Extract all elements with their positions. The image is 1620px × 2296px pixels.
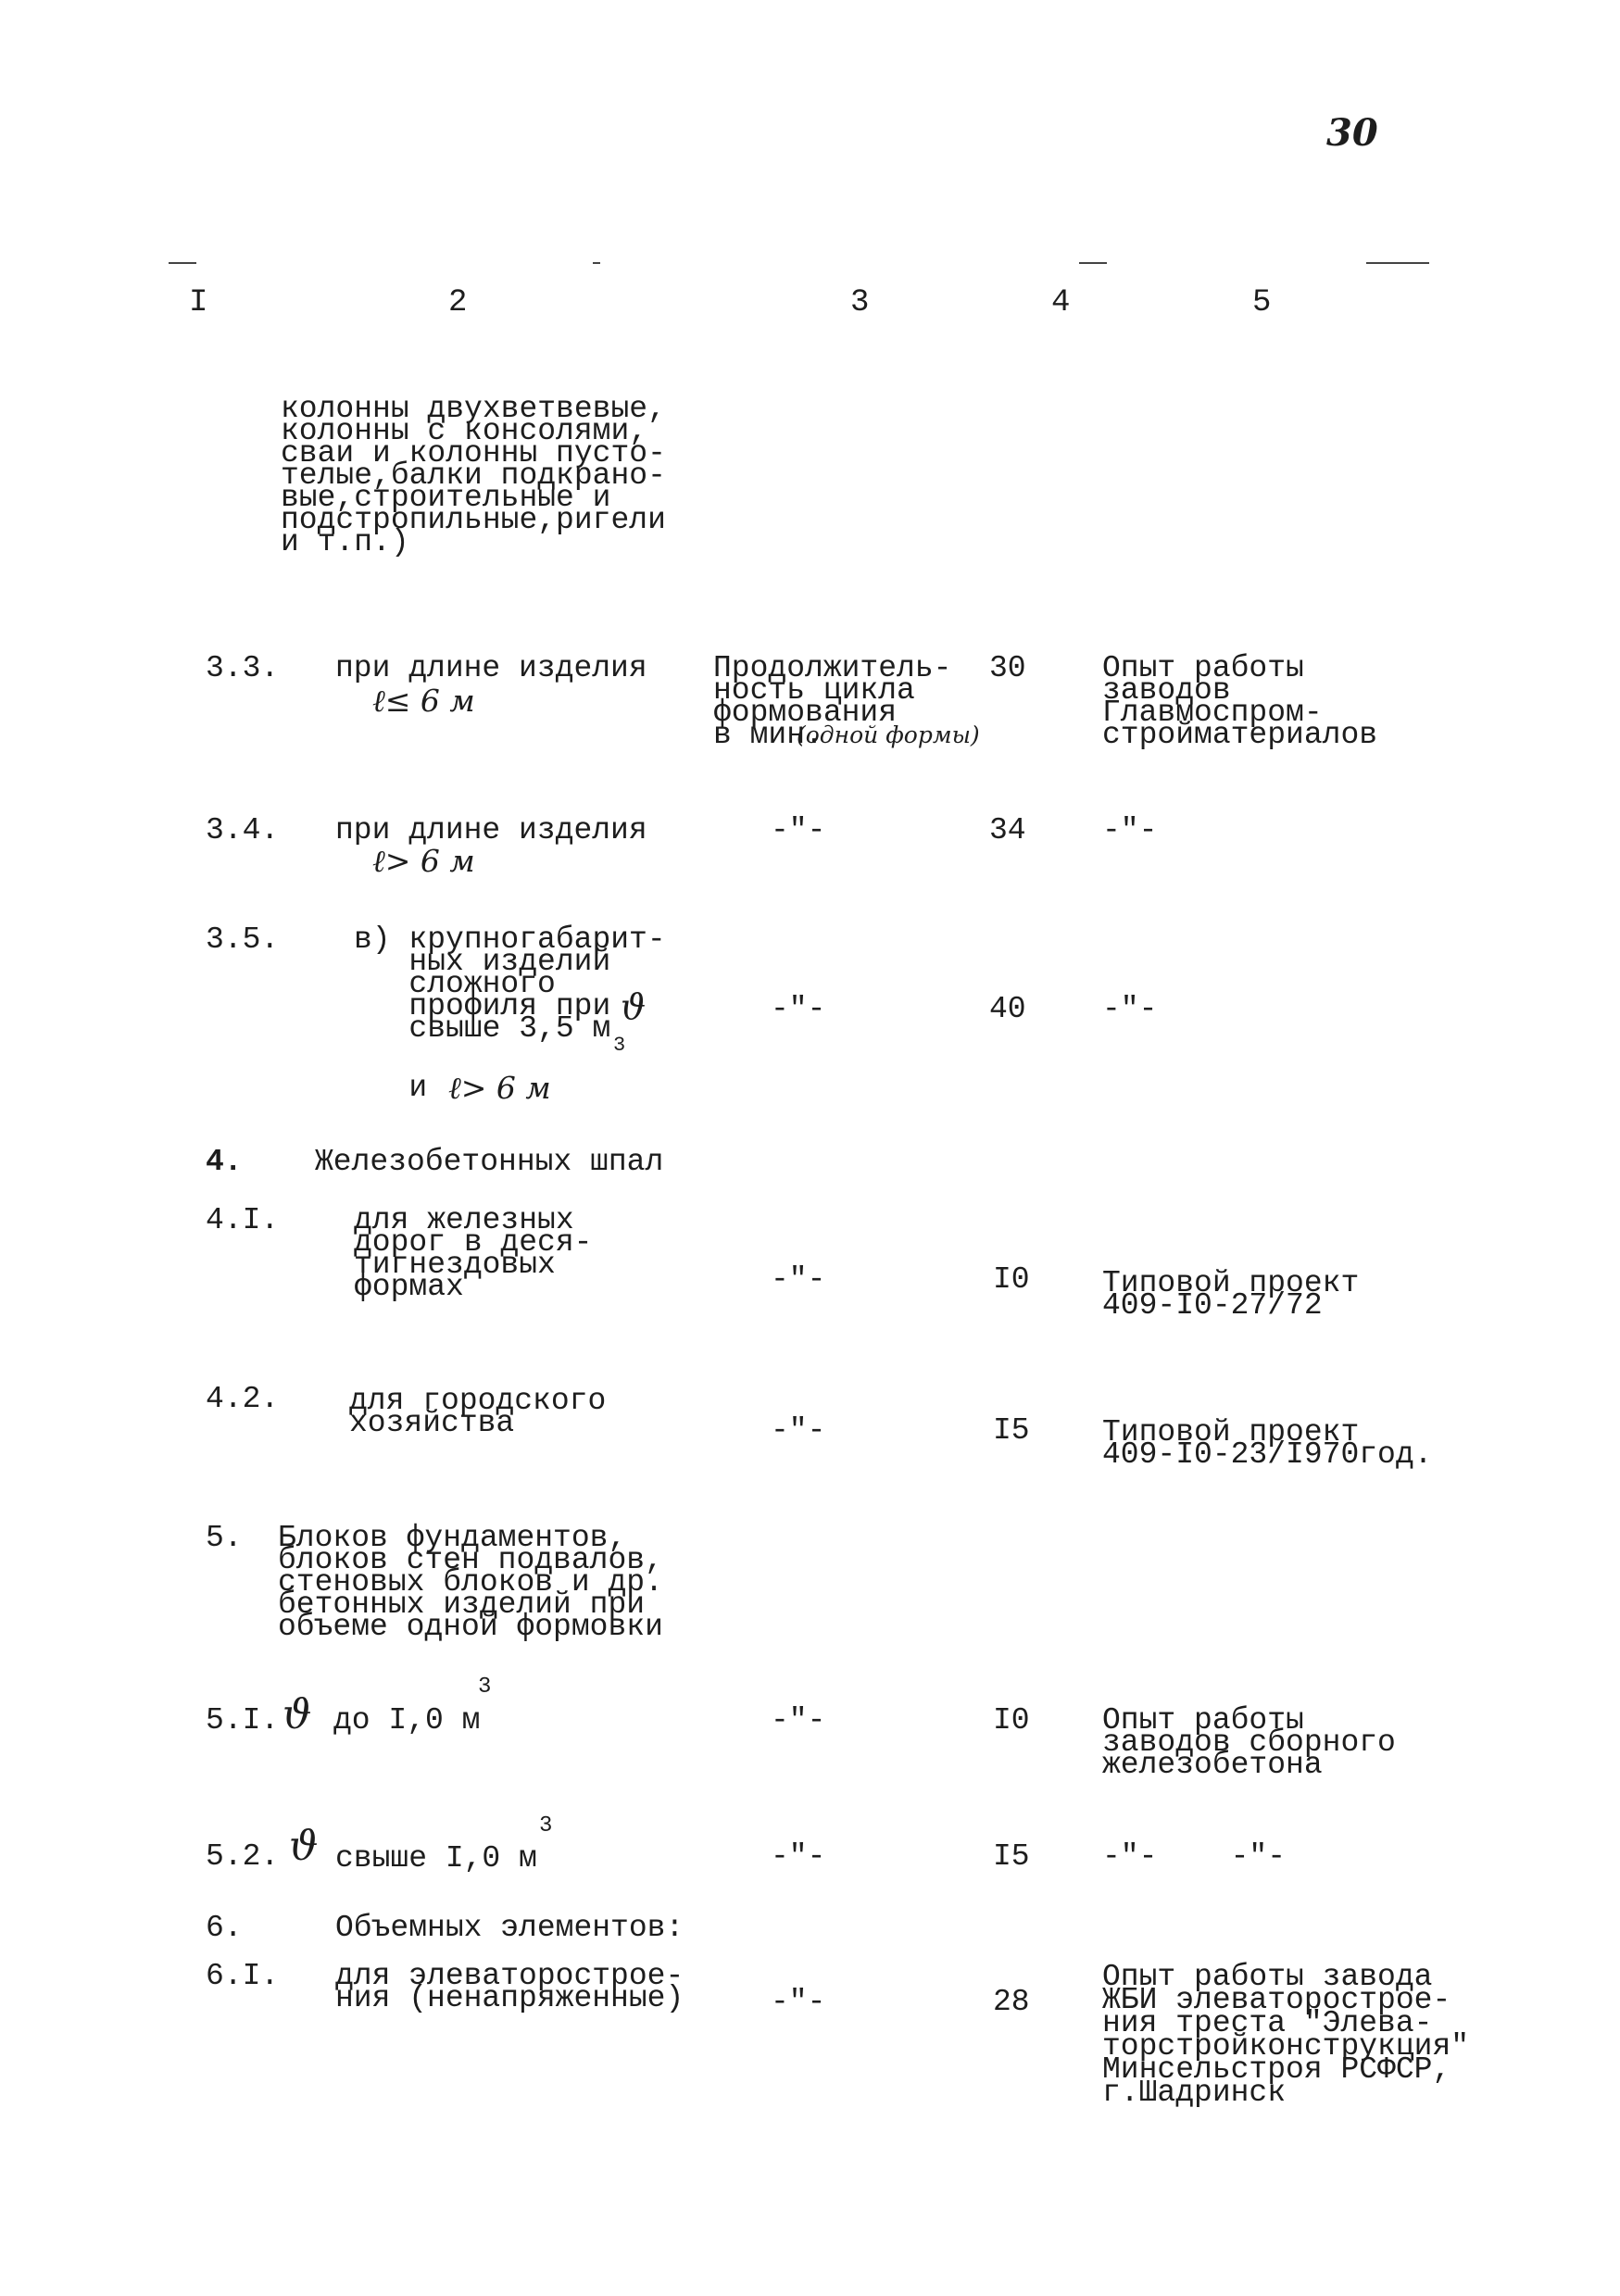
volume-mark: ϑ: [289, 1823, 319, 1870]
row-source: -"-: [1102, 813, 1158, 847]
row-value: 28: [993, 1985, 1030, 2019]
row-parameter: -"-: [771, 1839, 826, 1874]
row-parameter: -"-: [771, 813, 826, 847]
column-header-4: 4: [1051, 285, 1071, 320]
header-rule: [593, 262, 600, 264]
row-source: -"-: [1102, 992, 1158, 1026]
row-parameter: -"-: [771, 1413, 826, 1448]
header-rule: [169, 262, 196, 264]
row-source: Опыт работы завода ЖБИ элеваторострое- ния треста "Элева- торстройконструкция" Минсельстроя РСФСР, г.Шадринск: [1102, 1960, 1470, 2110]
header-rule: [1079, 262, 1107, 264]
row-condition: ℓ> 6 м: [448, 1070, 551, 1106]
row-parameter: -"-: [771, 1703, 826, 1738]
row-value: 34: [989, 813, 1026, 847]
row-condition: ℓ> 6 м: [372, 843, 475, 879]
row-source: Типовой проект 409-I0-27/72: [1102, 1266, 1360, 1323]
row-description: для элеваторострое- ния (ненапряженные): [335, 1959, 684, 2015]
row-description: для железных дорог в деся- тигнездовых формах: [354, 1203, 593, 1304]
row-parameter: -"-: [771, 1985, 826, 2019]
row-number: 4.2.: [206, 1382, 280, 1416]
row-number: 3.5.: [206, 922, 280, 957]
section-heading: Блоков фундаментов, блоков стен подвалов, стеновых блоков и др. бетонных изделий при объеме одной формовки: [278, 1521, 663, 1644]
row-description: при длине изделия: [335, 651, 647, 685]
row-description: для городского хозяйства: [349, 1384, 607, 1440]
row-value: I5: [993, 1839, 1030, 1874]
row-description-sup: 3: [539, 1813, 553, 1838]
row-parameter: -"-: [771, 1262, 826, 1297]
row-description: при длине изделия: [335, 813, 647, 847]
row-value: 40: [989, 992, 1026, 1026]
row-number: 5.: [206, 1521, 243, 1555]
row-condition: ℓ≤ 6 м: [372, 683, 475, 719]
row-description-sup: 3: [613, 1034, 626, 1057]
volume-mark: ϑ: [621, 986, 647, 1027]
column-header-1: I: [189, 285, 208, 320]
row-source: -"- -"-: [1102, 1839, 1287, 1874]
column-header-5: 5: [1252, 285, 1272, 320]
row-value: I5: [993, 1413, 1030, 1448]
row-value: I0: [993, 1703, 1030, 1738]
page-number: 30: [1326, 111, 1378, 155]
header-rule: [1366, 262, 1429, 264]
row-number: 5.I.: [206, 1703, 280, 1738]
row-number: 4.: [206, 1145, 243, 1179]
row-number: 3.4.: [206, 813, 280, 847]
row-description-sup: 3: [478, 1675, 492, 1700]
row-source: Опыт работы заводов сборного железобетона: [1102, 1703, 1396, 1782]
intro-text: колонны двухветвевые, колонны с консолями, сваи и колонны пусто- телые,балки подкрано- вые,строительные и подстропильные,ригели и т.п.): [281, 392, 666, 559]
row-parameter: -"-: [771, 992, 826, 1026]
row-source: Типовой проект 409-I0-23/I970год.: [1102, 1415, 1433, 1472]
section-heading: Железобетонных шпал: [315, 1145, 664, 1179]
volume-mark: ϑ: [283, 1691, 312, 1738]
row-number: 6.: [206, 1911, 243, 1945]
column-header-2: 2: [448, 285, 468, 320]
row-number: 3.3.: [206, 651, 280, 685]
row-description: до I,0 м: [333, 1703, 481, 1738]
row-number: 4.I.: [206, 1203, 280, 1237]
row-number: 5.2.: [206, 1839, 280, 1874]
section-heading: Объемных элементов:: [335, 1911, 684, 1945]
row-source: Опыт работы заводов Главмоспром- стройматериалов: [1102, 651, 1378, 752]
column-header-3: 3: [850, 285, 870, 320]
row-value: 30: [989, 651, 1026, 685]
row-parameter-note: (одной формы): [797, 721, 980, 748]
row-description-end: и: [354, 1071, 428, 1105]
row-value: I0: [993, 1262, 1030, 1297]
row-parameter: Продолжитель- ность цикла формования в мин.: [713, 651, 952, 752]
row-number: 6.I.: [206, 1959, 280, 1993]
row-description: в) крупногабарит- ных изделий сложного профиля при свыше 3,5 м: [354, 922, 666, 1046]
row-description: свыше I,0 м: [335, 1841, 537, 1876]
